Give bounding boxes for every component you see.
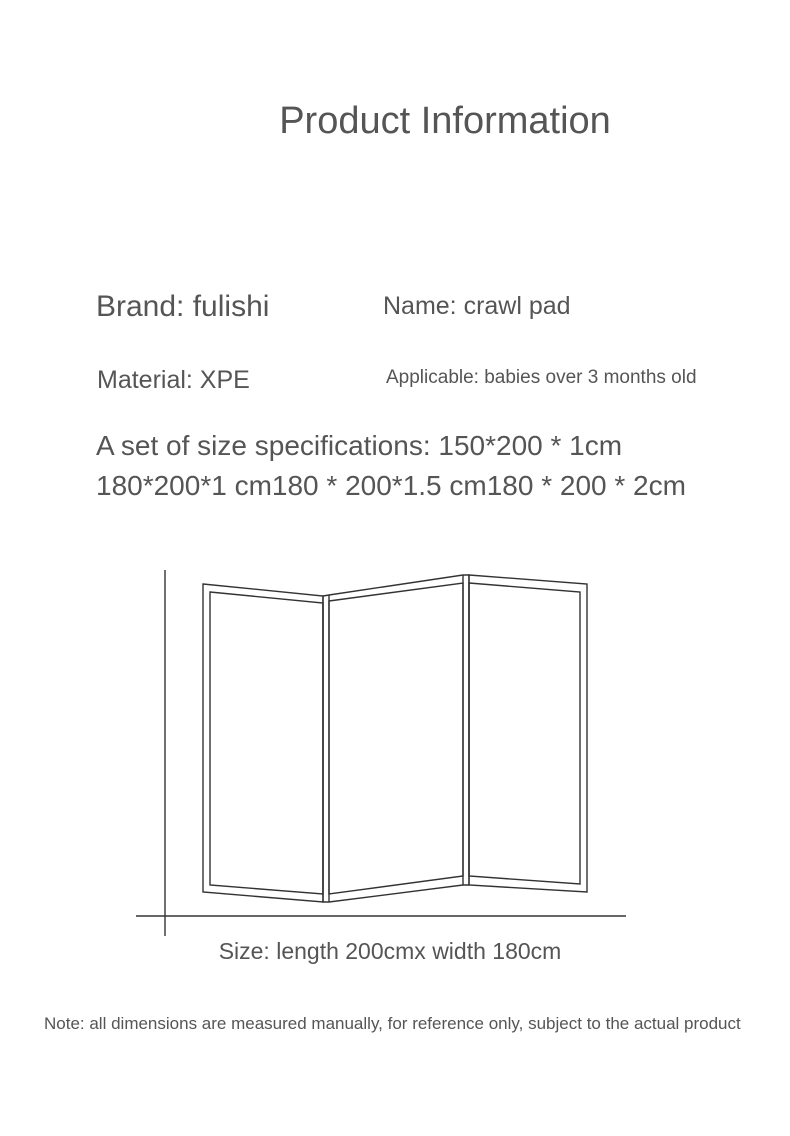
size-spec-line-2: 180*200*1 cm180 * 200*1.5 cm180 * 200 * 2cm — [96, 470, 686, 501]
mat-panel-right — [469, 575, 587, 892]
brand-text: Brand: fulishi — [96, 290, 270, 323]
mat-panel-left — [203, 584, 323, 902]
page-title: Product Information — [279, 100, 611, 142]
product-name-text: Name: crawl pad — [383, 292, 571, 320]
measurement-note: Note: all dimensions are measured manually, for reference only, subject to the actual product — [44, 1014, 741, 1033]
mat-panel-middle — [323, 575, 469, 902]
material-text: Material: XPE — [97, 366, 250, 394]
size-caption: Size: length 200cmx width 180cm — [218, 938, 562, 964]
applicable-age-text: Applicable: babies over 3 months old — [386, 367, 697, 388]
size-spec-line-1: A set of size specifications: 150*200 * 1cm — [96, 430, 623, 461]
